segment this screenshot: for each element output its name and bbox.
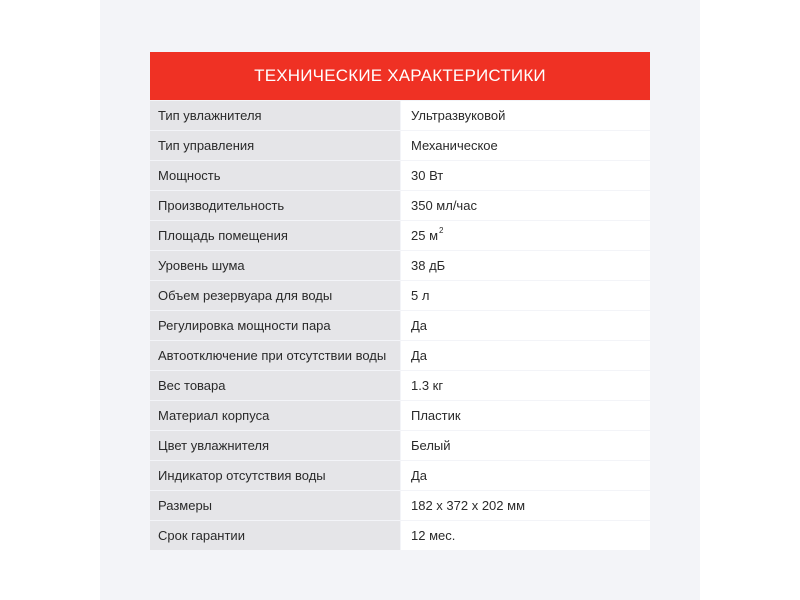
spec-label: Регулировка мощности пара <box>150 311 400 340</box>
spec-row <box>150 371 650 400</box>
spec-label: Объем резервуара для воды <box>150 281 400 310</box>
spec-label: Вес товара <box>150 371 400 400</box>
spec-value: 5 л <box>401 281 650 310</box>
superscript-squared: 2 <box>439 226 444 235</box>
specifications-header <box>150 52 650 100</box>
spec-label: Тип увлажнителя <box>150 101 400 130</box>
spec-row <box>150 281 650 310</box>
spec-row <box>150 311 650 340</box>
spec-row <box>150 491 650 520</box>
spec-label: Тип управления <box>150 131 400 160</box>
content-panel <box>100 0 700 600</box>
spec-row <box>150 221 650 250</box>
spec-row <box>150 521 650 550</box>
spec-label: Цвет увлажнителя <box>150 431 400 460</box>
spec-label: Срок гарантии <box>150 521 400 550</box>
spec-row <box>150 101 650 130</box>
spec-label: Индикатор отсутствия воды <box>150 461 400 490</box>
spec-value: Да <box>401 461 650 490</box>
spec-value: 182 х 372 х 202 мм <box>401 491 650 520</box>
spec-value: Да <box>401 311 650 340</box>
spec-label: Размеры <box>150 491 400 520</box>
spec-value <box>401 221 650 250</box>
specifications-table <box>150 52 650 550</box>
spec-value: 38 дБ <box>401 251 650 280</box>
spec-label: Уровень шума <box>150 251 400 280</box>
spec-row <box>150 191 650 220</box>
spec-value: Механическое <box>401 131 650 160</box>
spec-label: Автоотключение при отсутствии воды <box>150 341 400 370</box>
spec-row <box>150 341 650 370</box>
spec-label: Мощность <box>150 161 400 190</box>
specifications-title: ТЕХНИЧЕСКИЕ ХАРАКТЕРИСТИКИ <box>254 66 546 85</box>
spec-value: Ультразвуковой <box>401 101 650 130</box>
spec-label: Площадь помещения <box>150 221 400 250</box>
spec-value: 1.3 кг <box>401 371 650 400</box>
spec-row <box>150 431 650 460</box>
spec-value: Белый <box>401 431 650 460</box>
spec-row <box>150 251 650 280</box>
spec-value: Да <box>401 341 650 370</box>
spec-value: 30 Вт <box>401 161 650 190</box>
spec-row <box>150 401 650 430</box>
spec-label: Материал корпуса <box>150 401 400 430</box>
spec-row <box>150 131 650 160</box>
spec-value-text: 25 м <box>411 228 439 243</box>
spec-value: 12 мес. <box>401 521 650 550</box>
spec-row <box>150 461 650 490</box>
spec-value: 350 мл/час <box>401 191 650 220</box>
spec-label: Производительность <box>150 191 400 220</box>
spec-value: Пластик <box>401 401 650 430</box>
spec-row <box>150 161 650 190</box>
